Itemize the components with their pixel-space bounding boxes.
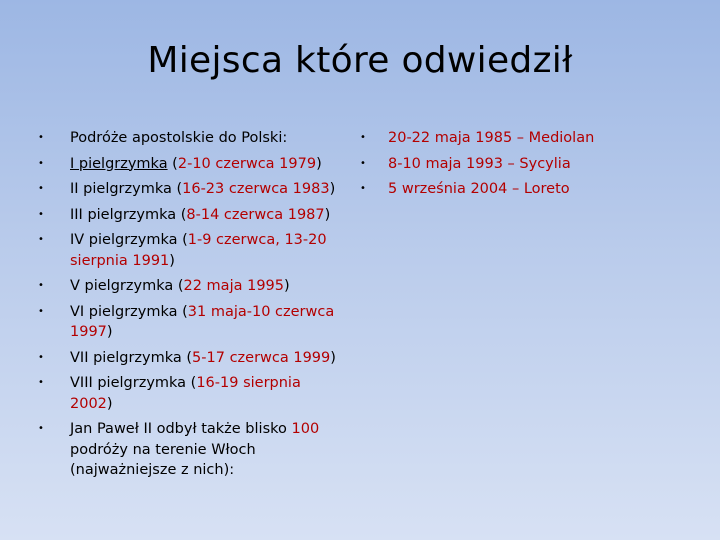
item-text: Podróże apostolskie do Polski:: [70, 130, 288, 146]
highlighted-text: 22 maja 1995: [183, 278, 284, 294]
item-text: VIII pielgrzymka (: [70, 375, 197, 391]
right-bullet-list: [360, 128, 660, 205]
bullet-icon: •: [38, 157, 44, 169]
left-list-item: [38, 348, 338, 369]
item-text: ): [329, 181, 336, 197]
bullet-icon: •: [38, 423, 44, 434]
item-text: ): [169, 252, 175, 269]
item-text: VI pielgrzymka (: [70, 303, 188, 320]
item-text: ): [106, 395, 113, 412]
item-text: ): [284, 278, 290, 294]
highlighted-text: 31 maja-10 czerwca 1997: [70, 303, 335, 340]
bullet-icon: •: [38, 351, 44, 363]
highlighted-text: 1-9 czerwca, 13-20 sierpnia 1991: [70, 232, 327, 269]
slide-title: Miejsca które odwiedził: [147, 40, 573, 81]
left-list-item: [38, 302, 338, 343]
bullet-icon: •: [38, 305, 44, 317]
left-list-item: [38, 373, 338, 414]
item-text: Jan Paweł II odbył także blisko: [70, 421, 292, 437]
left-list-item: [38, 230, 338, 271]
right-list-item: [360, 154, 660, 175]
right-list-item: [360, 179, 660, 200]
highlighted-text: 16-23 czerwca 1983: [182, 181, 330, 197]
left-list-item: [38, 205, 338, 226]
item-text: VII pielgrzymka (: [70, 349, 193, 366]
italy-trip-text: 20-22 maja 1985 – Mediolan: [388, 130, 595, 146]
highlighted-text: 8-14 czerwca 1987: [186, 206, 325, 223]
bullet-icon: •: [38, 377, 44, 388]
left-bullet-list: [38, 128, 338, 486]
item-text: III pielgrzymka (: [70, 206, 187, 223]
bullet-icon: •: [360, 183, 366, 194]
bullet-icon: •: [38, 132, 44, 143]
item-text: (: [167, 155, 178, 172]
bullet-icon: •: [38, 208, 44, 220]
item-text: ): [330, 349, 336, 366]
left-list-item: [38, 419, 338, 481]
item-text: V pielgrzymka (: [70, 278, 184, 294]
bullet-icon: •: [38, 183, 44, 194]
left-list-item: [38, 128, 338, 149]
left-list-item: [38, 276, 338, 297]
item-text: ): [106, 324, 113, 340]
highlighted-text: 5-17 czerwca 1999: [192, 349, 331, 366]
item-text: podróży na terenie Włoch (najważniejsze z nich):: [70, 441, 256, 478]
highlighted-text: 16-19 sierpnia 2002: [70, 375, 301, 412]
highlighted-text: 2-10 czerwca 1979: [177, 155, 317, 172]
item-text: IV pielgrzymka (: [70, 232, 188, 248]
item-text: ): [316, 155, 322, 172]
bullet-icon: •: [360, 132, 366, 143]
item-text: I pielgrzymka: [70, 155, 168, 172]
left-list-item: [38, 179, 338, 200]
bullet-icon: •: [38, 234, 44, 245]
highlighted-text: 100: [291, 421, 320, 437]
right-list-item: [360, 128, 660, 149]
item-text: II pielgrzymka (: [70, 181, 183, 197]
left-list-item: [38, 154, 338, 175]
bullet-icon: •: [360, 157, 366, 169]
italy-trip-text: 8-10 maja 1993 – Sycylia: [388, 155, 571, 172]
item-text: ): [324, 206, 331, 223]
italy-trip-text: 5 września 2004 – Loreto: [388, 181, 570, 197]
bullet-icon: •: [38, 280, 44, 291]
